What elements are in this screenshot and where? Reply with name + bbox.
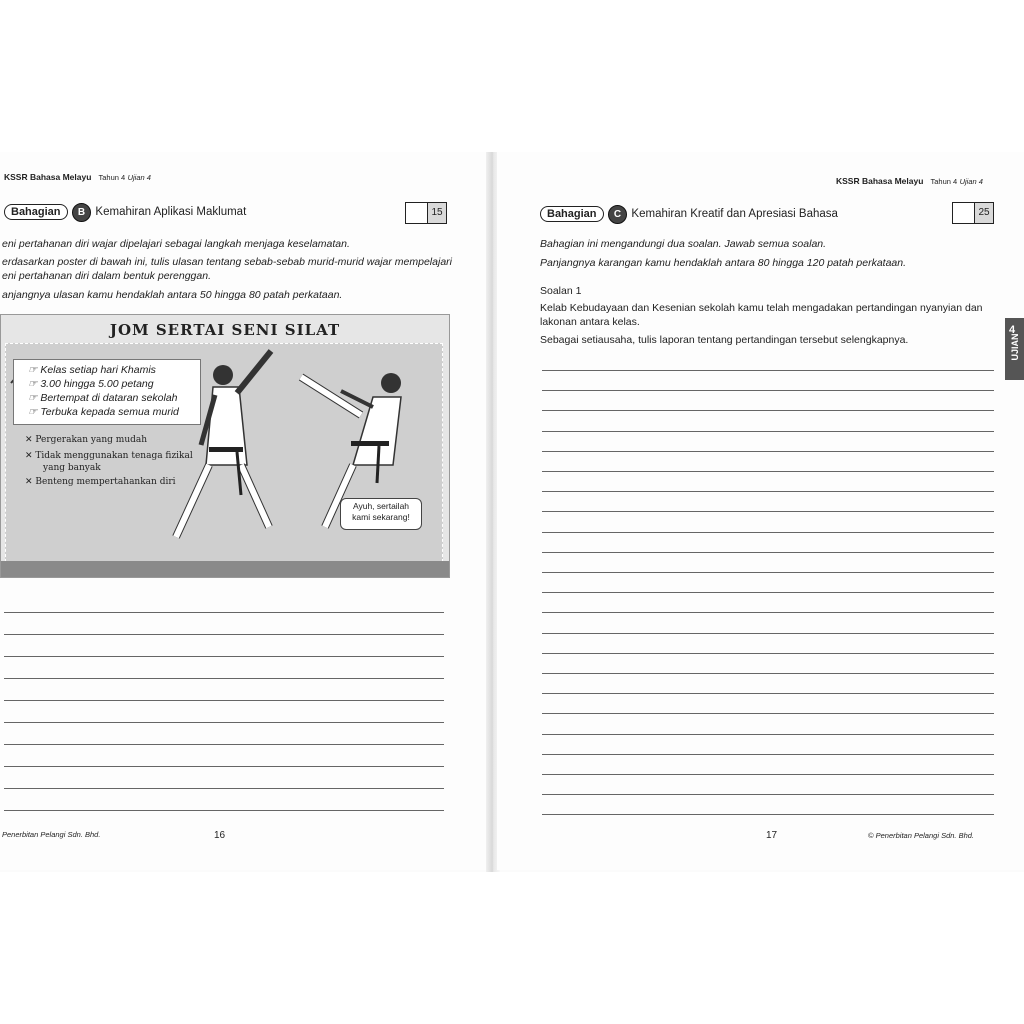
writing-line: [542, 552, 994, 553]
section-letter-badge: B: [72, 203, 91, 222]
info-item: ☞ 3.00 hingga 5.00 petang: [28, 378, 154, 390]
speech-bubble: Ayuh, sertailah kami sekarang!: [340, 498, 422, 530]
instruction-line: Panjangnya karangan kamu hendaklah antara 80 hingga 120 patah perkataan.: [540, 257, 907, 269]
left-page-number: 16: [214, 830, 226, 841]
question-text: Sebagai setiausaha, tulis laporan tentang pertandingan tersebut selengkapnya.: [540, 334, 909, 346]
score-value: 15: [427, 203, 446, 223]
writing-line: [542, 633, 994, 634]
writing-line: [542, 511, 994, 512]
writing-line: [4, 766, 444, 767]
section-letter-badge: C: [608, 205, 627, 224]
silat-fighters-illustration: [1, 315, 449, 577]
section-pill: Bahagian: [4, 204, 68, 220]
writing-line: [4, 656, 444, 657]
silat-poster: [0, 314, 450, 578]
writing-line: [542, 734, 994, 735]
score-box: [952, 202, 994, 224]
right-footer-publisher: © Penerbitan Pelangi Sdn. Bhd.: [868, 831, 975, 840]
section-title: Kemahiran Aplikasi Maklumat: [95, 206, 247, 218]
instruction-line: erdasarkan poster di bawah ini, tulis ulasan tentang sebab-sebab murid-murid wajar mempelajari: [2, 256, 452, 268]
writing-line: [542, 390, 994, 391]
writing-line: [4, 744, 444, 745]
writing-line: [542, 410, 994, 411]
poster-info-box: [13, 359, 201, 425]
benefit-item: ✕ Pergerakan yang mudah: [25, 435, 148, 445]
right-section-heading: [540, 204, 838, 224]
benefit-item: yang banyak: [43, 463, 101, 473]
poster-title: JOM SERTAI SENI SILAT: [109, 321, 341, 339]
writing-line: [4, 810, 444, 811]
benefit-item: ✕ Tidak menggunakan tenaga fizikal: [25, 451, 193, 461]
side-tab-number: 4: [1009, 324, 1016, 336]
right-header: [836, 176, 983, 186]
writing-line: [542, 612, 994, 613]
side-tab-label: UJIAN: [1010, 333, 1020, 361]
instruction-line: anjangnya ulasan kamu hendaklah antara 50 hingga 80 patah perkataan.: [2, 289, 343, 301]
writing-line: [542, 451, 994, 452]
header-title: KSSR Bahasa Melayu: [836, 176, 924, 186]
header-title: KSSR Bahasa Melayu: [4, 172, 92, 182]
writing-line: [4, 678, 444, 679]
instruction-line: eni pertahanan diri wajar dipelajari sebagai langkah menjaga keselamatan.: [2, 238, 350, 250]
header-sub: Tahun 4: [930, 177, 958, 186]
writing-line: [542, 814, 994, 815]
right-page-number: 17: [766, 830, 778, 841]
writing-line: [542, 491, 994, 492]
info-item: ☞ Bertempat di dataran sekolah: [28, 392, 178, 404]
score-box: [405, 202, 447, 224]
writing-line: [542, 794, 994, 795]
writing-line: [542, 774, 994, 775]
writing-line: [542, 754, 994, 755]
writing-line: [4, 700, 444, 701]
writing-line: [4, 722, 444, 723]
writing-line: [542, 713, 994, 714]
question-label: Soalan 1: [540, 285, 582, 297]
writing-line: [542, 673, 994, 674]
writing-line: [542, 532, 994, 533]
info-item: ☞ Terbuka kepada semua murid: [28, 406, 179, 418]
left-section-heading: [4, 202, 246, 222]
section-pill: Bahagian: [540, 206, 604, 222]
writing-line: [542, 592, 994, 593]
question-text: lakonan antara kelas.: [540, 316, 640, 328]
writing-line: [542, 471, 994, 472]
header-sub: Tahun 4: [98, 173, 126, 182]
writing-line: [4, 612, 444, 613]
writing-line: [542, 572, 994, 573]
writing-line: [542, 653, 994, 654]
question-text: Kelab Kebudayaan dan Kesenian sekolah kamu telah mengadakan pertandingan nyanyian dan: [540, 302, 983, 314]
writing-line: [4, 634, 444, 635]
instruction-line: Bahagian ini mengandungi dua soalan. Jawab semua soalan.: [540, 238, 827, 250]
writing-line: [542, 693, 994, 694]
writing-line: [542, 370, 994, 371]
writing-line: [4, 788, 444, 789]
left-header: [4, 172, 151, 182]
instruction-line: eni pertahanan diri dalam bentuk perenggan.: [2, 270, 211, 282]
benefit-item: ✕ Benteng mempertahankan diri: [25, 477, 176, 487]
writing-line: [542, 431, 994, 432]
score-value: 25: [974, 203, 993, 223]
info-item: ☞ Kelas setiap hari Khamis: [28, 364, 156, 376]
section-title: Kemahiran Kreatif dan Apresiasi Bahasa: [631, 208, 838, 220]
ujian-side-tab: [1005, 318, 1024, 380]
header-sub-italic: Ujian 4: [959, 177, 983, 186]
left-footer-publisher: Penerbitan Pelangi Sdn. Bhd.: [2, 830, 101, 839]
header-sub-italic: Ujian 4: [127, 173, 151, 182]
